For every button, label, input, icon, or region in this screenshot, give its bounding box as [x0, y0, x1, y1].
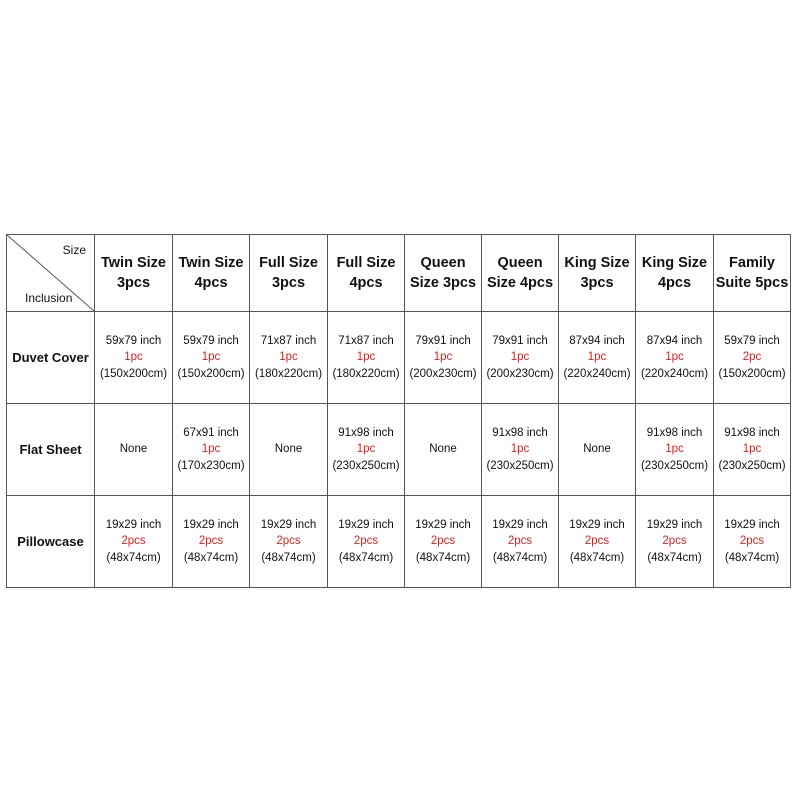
quantity: 1pc	[201, 443, 221, 456]
table-cell	[173, 404, 250, 496]
quantity: 1pc	[356, 443, 376, 456]
row-header: Pillowcase	[7, 496, 95, 588]
header-row	[7, 235, 791, 312]
cm-size: (48x74cm)	[415, 551, 471, 564]
quantity: 2pcs	[198, 535, 224, 548]
inch-size: 19x29 inch	[492, 518, 548, 531]
table-cell	[714, 312, 791, 404]
inch-size: 79x91 inch	[415, 334, 471, 347]
table-cell	[559, 404, 636, 496]
cm-size: (230x250cm)	[718, 459, 786, 472]
quantity: 1pc	[665, 351, 684, 364]
table-cell	[482, 404, 559, 496]
table-cell	[250, 312, 328, 404]
inch-size: 59x79 inch	[183, 334, 239, 347]
cm-size: (180x220cm)	[332, 367, 400, 380]
cm-size: (220x240cm)	[640, 367, 709, 380]
cm-size: (230x250cm)	[640, 459, 709, 472]
quantity: 1pc	[742, 443, 762, 456]
table-cell	[95, 404, 173, 496]
inch-size: 59x79 inch	[105, 334, 162, 347]
table-row	[7, 496, 791, 588]
cm-size: (220x240cm)	[563, 367, 631, 380]
table-cell	[250, 496, 328, 588]
none-value: None	[119, 443, 148, 456]
quantity: 2pcs	[739, 535, 765, 548]
quantity: 2pcs	[662, 535, 687, 548]
inch-size: 87x94 inch	[569, 334, 625, 347]
table-cell	[95, 496, 173, 588]
column-header: Queen Size 3pcs	[405, 235, 482, 312]
cm-size: (200x230cm)	[409, 367, 477, 380]
corner-header	[7, 235, 95, 312]
quantity: 1pc	[587, 351, 607, 364]
table-row	[7, 404, 791, 496]
table-row	[7, 312, 791, 404]
cm-size: (150x200cm)	[177, 367, 245, 380]
cm-size: (48x74cm)	[724, 551, 780, 564]
inch-size: 19x29 inch	[183, 518, 239, 531]
cm-size: (230x250cm)	[332, 459, 400, 472]
table-cell	[714, 404, 791, 496]
column-header: Full Size 4pcs	[328, 235, 405, 312]
inch-size: 19x29 inch	[646, 518, 703, 531]
inch-size: 79x91 inch	[492, 334, 548, 347]
inch-size: 91x98 inch	[724, 426, 780, 439]
none-value: None	[429, 443, 457, 456]
cm-size: (230x250cm)	[486, 459, 554, 472]
inch-size: 19x29 inch	[105, 518, 162, 531]
quantity: 1pc	[124, 351, 143, 364]
none-value: None	[274, 443, 303, 456]
inch-size: 71x87 inch	[338, 334, 394, 347]
table-cell	[636, 404, 714, 496]
cm-size: (48x74cm)	[569, 551, 625, 564]
column-header: Twin Size 3pcs	[95, 235, 173, 312]
none-value: None	[583, 443, 611, 456]
cm-size: (150x200cm)	[718, 367, 786, 380]
table-cell	[559, 496, 636, 588]
corner-inclusion-label: Inclusion	[25, 291, 73, 305]
cm-size: (48x74cm)	[106, 551, 161, 564]
table-cell	[173, 496, 250, 588]
corner-size-label: Size	[62, 243, 86, 257]
table-cell	[173, 312, 250, 404]
column-header: Full Size 3pcs	[250, 235, 328, 312]
quantity: 2pcs	[353, 535, 379, 548]
quantity: 1pc	[433, 351, 453, 364]
table-cell	[405, 312, 482, 404]
inch-size: 91x98 inch	[646, 426, 703, 439]
inch-size: 19x29 inch	[338, 518, 394, 531]
inch-size: 19x29 inch	[260, 518, 317, 531]
quantity: 2pcs	[276, 535, 301, 548]
row-header: Flat Sheet	[7, 404, 95, 496]
cm-size: (48x74cm)	[492, 551, 548, 564]
size-chart-table	[6, 234, 791, 588]
table-cell	[714, 496, 791, 588]
table-cell	[636, 312, 714, 404]
quantity: 1pc	[279, 351, 298, 364]
table-cell	[328, 404, 405, 496]
cm-size: (170x230cm)	[177, 459, 245, 472]
quantity: 1pc	[510, 443, 530, 456]
table-cell	[328, 312, 405, 404]
cm-size: (48x74cm)	[338, 551, 394, 564]
quantity: 1pc	[665, 443, 684, 456]
quantity: 1pc	[201, 351, 221, 364]
inch-size: 19x29 inch	[569, 518, 625, 531]
inch-size: 19x29 inch	[724, 518, 780, 531]
inch-size: 19x29 inch	[415, 518, 471, 531]
cm-size: (48x74cm)	[261, 551, 316, 564]
table-cell	[405, 404, 482, 496]
inch-size: 71x87 inch	[260, 334, 317, 347]
table-cell	[405, 496, 482, 588]
quantity: 2pcs	[121, 535, 146, 548]
inch-size: 67x91 inch	[183, 426, 239, 439]
table-cell	[636, 496, 714, 588]
table-cell	[328, 496, 405, 588]
quantity: 2pc	[742, 351, 762, 364]
quantity: 2pcs	[430, 535, 456, 548]
inch-size: 91x98 inch	[492, 426, 548, 439]
row-header: Duvet Cover	[7, 312, 95, 404]
cm-size: (48x74cm)	[647, 551, 702, 564]
table-cell	[482, 312, 559, 404]
column-header: King Size 4pcs	[636, 235, 714, 312]
inch-size: 91x98 inch	[338, 426, 394, 439]
cm-size: (48x74cm)	[183, 551, 239, 564]
column-header: King Size 3pcs	[559, 235, 636, 312]
cm-size: (200x230cm)	[486, 367, 554, 380]
quantity: 1pc	[510, 351, 530, 364]
column-header: Family Suite 5pcs	[714, 235, 791, 312]
inch-size: 59x79 inch	[724, 334, 780, 347]
table-cell	[482, 496, 559, 588]
cm-size: (150x200cm)	[99, 367, 168, 380]
column-header: Twin Size 4pcs	[173, 235, 250, 312]
table-cell	[559, 312, 636, 404]
inch-size: 87x94 inch	[646, 334, 703, 347]
quantity: 1pc	[356, 351, 376, 364]
table-cell	[250, 404, 328, 496]
quantity: 2pcs	[507, 535, 533, 548]
quantity: 2pcs	[584, 535, 610, 548]
column-header: Queen Size 4pcs	[482, 235, 559, 312]
cm-size: (180x220cm)	[254, 367, 323, 380]
table-cell	[95, 312, 173, 404]
